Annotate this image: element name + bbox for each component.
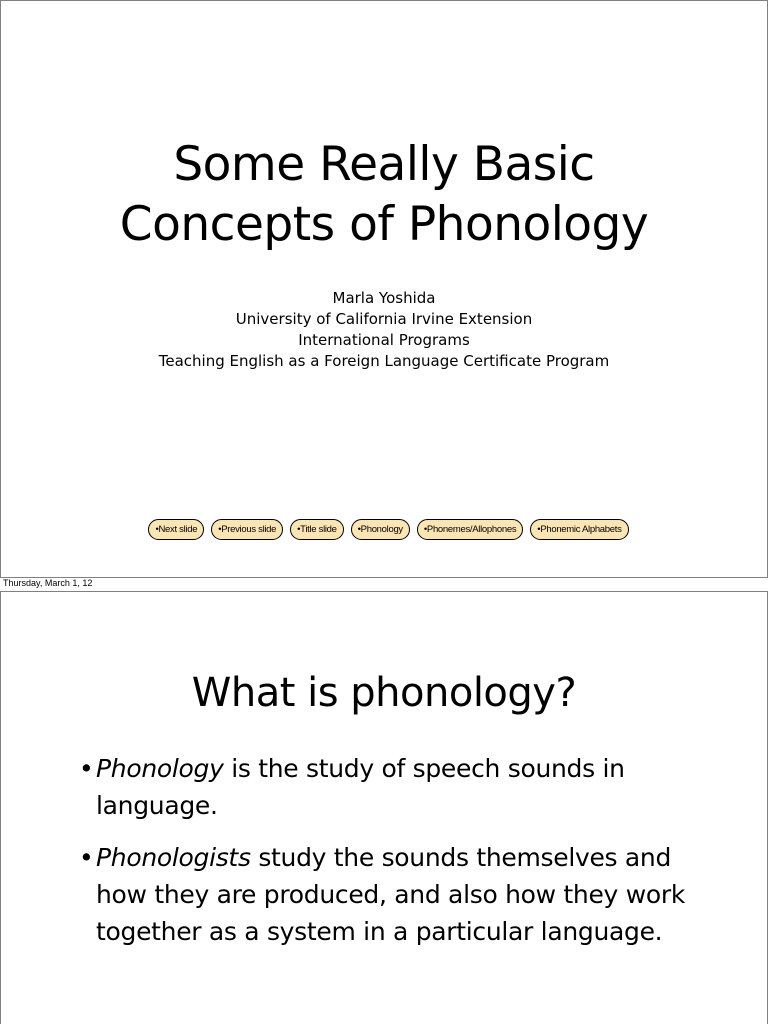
bullet-item <box>79 839 689 950</box>
institution: University of California Irvine Extension <box>235 310 533 328</box>
title-slide-button[interactable]: •Title slide <box>290 519 344 540</box>
bullet-term: Phonology <box>96 754 224 783</box>
next-slide-button[interactable]: •Next slide <box>148 519 204 540</box>
phonology-button[interactable]: •Phonology <box>351 519 410 540</box>
slide-nav-bar <box>1 519 767 540</box>
slide-2-heading: What is phonology? <box>191 670 577 716</box>
bullet-text: is the study of speech sounds in language. <box>96 754 625 820</box>
bullet-marker: • <box>79 843 94 872</box>
bullet-marker: • <box>79 754 94 783</box>
bullet-list <box>79 750 689 965</box>
title-line-2: Concepts of Phonology <box>119 197 649 252</box>
department: International Programs <box>298 331 470 349</box>
program-name: Teaching English as a Foreign Language Certificate Program <box>158 352 610 370</box>
phonemic-alphabets-button[interactable]: •Phonemic Alphabets <box>530 519 628 540</box>
slide-what-is-phonology <box>0 591 768 1024</box>
slide-date-label: Thursday, March 1, 12 <box>3 578 93 588</box>
bullet-term: Phonologists <box>96 843 251 872</box>
title-line-1: Some Really Basic <box>173 137 595 192</box>
author-name: Marla Yoshida <box>332 289 436 307</box>
bullet-text: study the sounds themselves and how they are produced, and also how they work together as a system in a particular language. <box>96 843 685 946</box>
slide-subtitle <box>1 288 767 372</box>
bullet-item <box>79 750 689 824</box>
phonemes-allophones-button[interactable]: •Phonemes/Allophones <box>417 519 523 540</box>
slide-title-heading <box>1 135 767 255</box>
previous-slide-button[interactable]: •Previous slide <box>211 519 283 540</box>
